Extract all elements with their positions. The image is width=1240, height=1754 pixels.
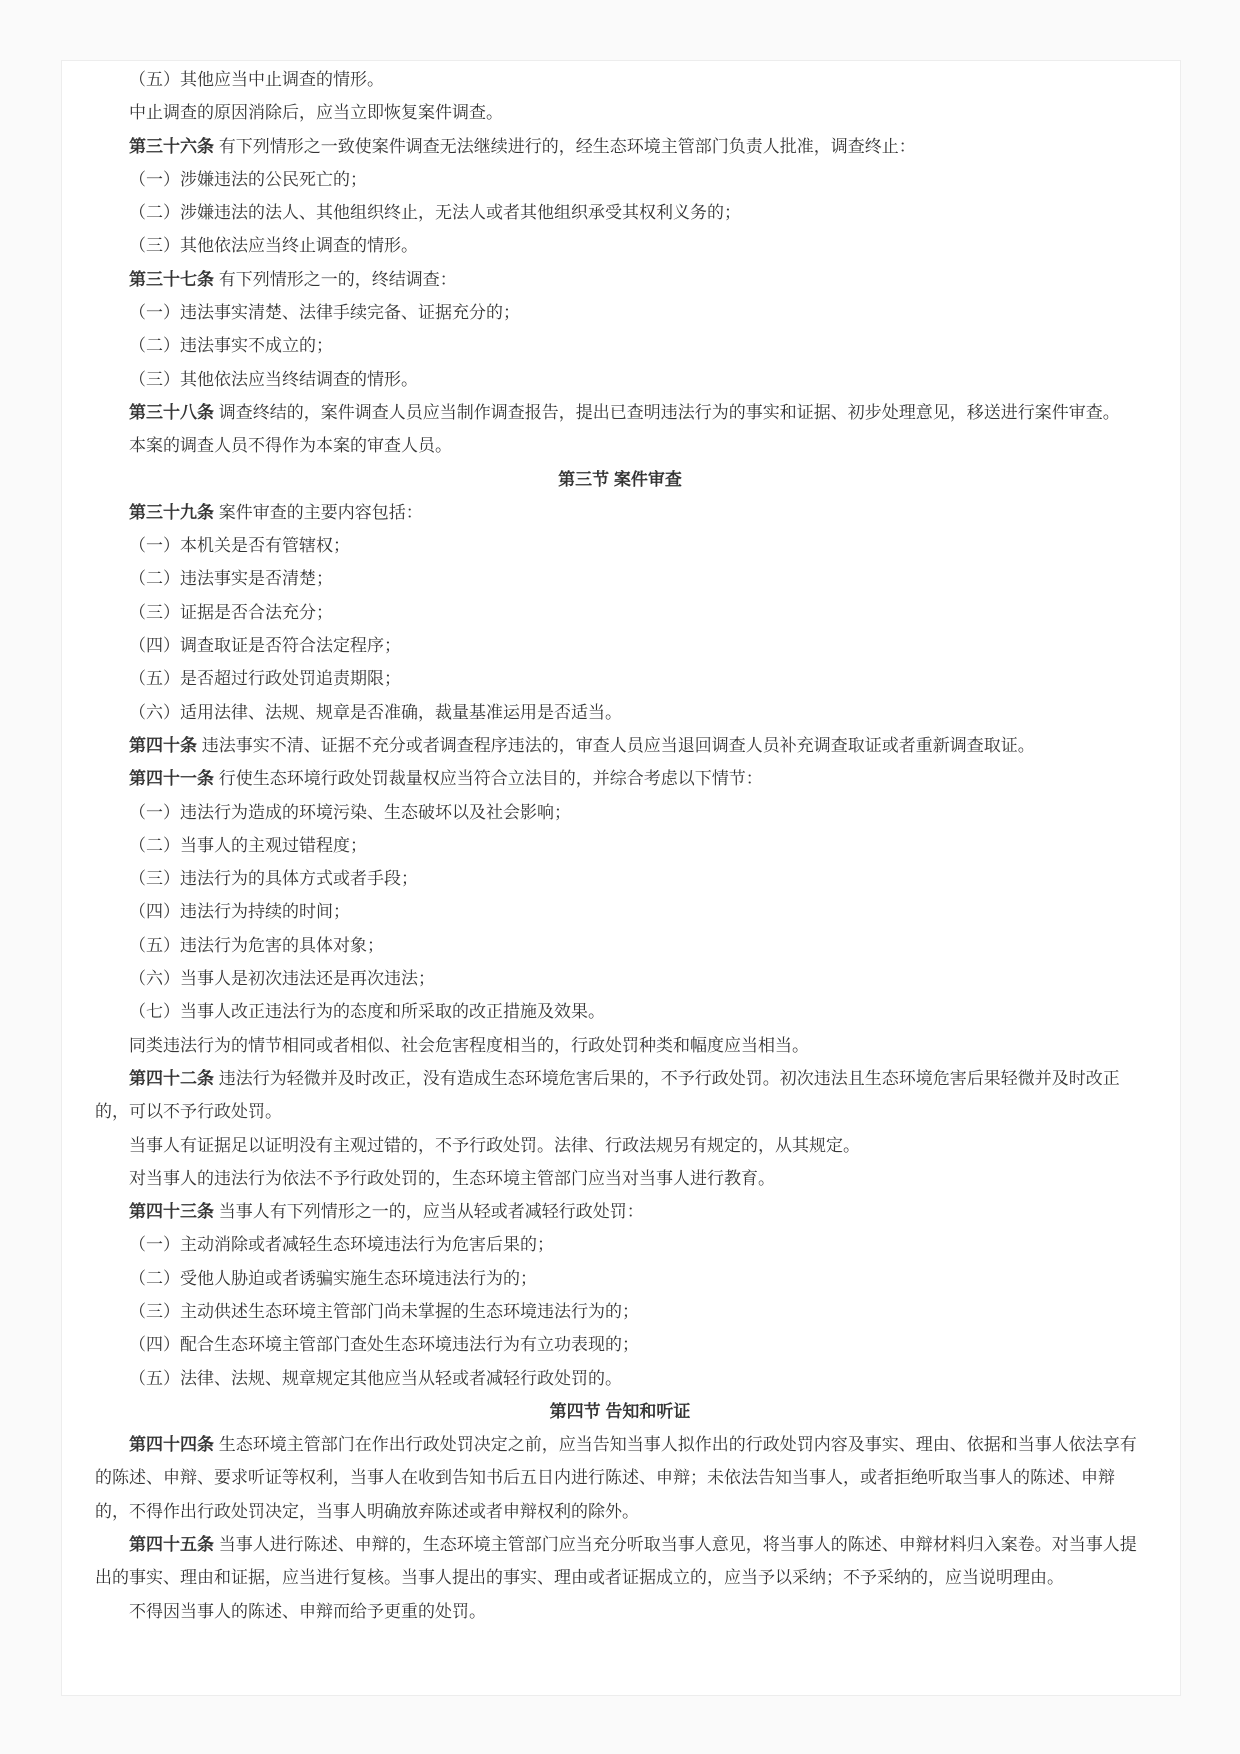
list-item-paragraph: （五）其他应当中止调查的情形。 (129, 70, 384, 89)
body-paragraph: 同类违法行为的情节相同或者相似、社会危害程度相当的，行政处罚种类和幅度应当相当。 (129, 1035, 809, 1055)
article-paragraph: 第四十条 违法事实不清、证据不充分或者调查程序违法的，审查人员应当退回调查人员补充调查取证或者重新调查取证。 (129, 735, 1035, 755)
list-item-paragraph: （三）违法行为的具体方式或者手段； (129, 869, 418, 889)
list-item-paragraph: （二）受他人胁迫或者诱骗实施生态环境违法行为的； (129, 1268, 537, 1288)
article-paragraph: 第四十五条 当事人进行陈述、申辩的，生态环境主管部门应当充分听取当事人意见，将当事人的陈述、申辩材料归入案卷。对当事人提出的事实、理由和证据，应当进行复核。当事人提出的事实、理由或者证据成立的，应当予以采纳；不予采纳的，应当说明理由。 (95, 1535, 1137, 1588)
body-paragraph: 当事人有证据足以证明没有主观过错的，不予行政处罚。法律、行政法规另有规定的，从其规定。 (129, 1135, 860, 1155)
list-item-paragraph: （五）是否超过行政处罚追责期限； (129, 669, 401, 689)
article-paragraph: 第三十八条 调查终结的，案件调查人员应当制作调查报告，提出已查明违法行为的事实和证据、初步处理意见，移送进行案件审查。 (129, 402, 1120, 422)
list-item-paragraph: （七）当事人改正违法行为的态度和所采取的改正措施及效果。 (129, 1002, 605, 1022)
article-number: 第三十八条 (129, 402, 214, 422)
article-number: 第四十三条 (129, 1202, 214, 1222)
list-item-paragraph: （二）违法事实不成立的； (129, 336, 333, 356)
list-item-paragraph: （一）违法行为造成的环境污染、生态破坏以及社会影响； (129, 802, 571, 822)
article-paragraph: 第四十三条 当事人有下列情形之一的，应当从轻或者减轻行政处罚： (129, 1202, 644, 1222)
list-item-paragraph: （二）违法事实是否清楚； (129, 569, 333, 589)
article-number: 第四十一条 (129, 769, 214, 789)
article-number: 第三十九条 (129, 502, 214, 522)
list-item-paragraph: （六）适用法律、法规、规章是否准确，裁量基准运用是否适当。 (129, 702, 622, 722)
list-item-paragraph: （一）主动消除或者减轻生态环境违法行为危害后果的； (129, 1235, 554, 1255)
article-number: 第四十二条 (129, 1068, 214, 1088)
body-paragraph: 对当事人的违法行为依法不予行政处罚的，生态环境主管部门应当对当事人进行教育。 (129, 1168, 775, 1188)
list-item-paragraph: （二）当事人的主观过错程度； (129, 835, 367, 855)
list-item-paragraph: （三）其他依法应当终结调查的情形。 (129, 369, 418, 389)
article-number: 第四十五条 (129, 1535, 214, 1555)
list-item-paragraph: （二）涉嫌违法的法人、其他组织终止，无法人或者其他组织承受其权利义务的； (129, 203, 741, 223)
list-item-paragraph: （六）当事人是初次违法还是再次违法； (129, 969, 435, 989)
article-number: 第四十四条 (129, 1435, 214, 1455)
body-paragraph: 本案的调查人员不得作为本案的审查人员。 (129, 436, 452, 456)
article-number: 第三十六条 (129, 136, 214, 156)
document-content (95, 63, 1145, 1628)
list-item-paragraph: （一）违法事实清楚、法律手续完备、证据充分的； (129, 303, 520, 323)
section-heading: 第三节 案件审查 (558, 469, 682, 489)
list-item-paragraph: （一）涉嫌违法的公民死亡的； (129, 169, 367, 189)
body-paragraph: 不得因当事人的陈述、申辩而给予更重的处罚。 (129, 1601, 486, 1621)
article-paragraph: 第四十四条 生态环境主管部门在作出行政处罚决定之前，应当告知当事人拟作出的行政处罚内容及事实、理由、依据和当事人依法享有的陈述、申辩、要求听证等权利，当事人在收到告知书后五日内进行陈述、申辩；未依法告知当事人，或者拒绝听取当事人的陈述、申辩的，不得作出行政处罚决定，当事人明确放弃陈述或者申辩权利的除外。 (95, 1435, 1137, 1521)
article-paragraph: 第三十九条 案件审查的主要内容包括： (129, 502, 423, 522)
list-item-paragraph: （五）违法行为危害的具体对象； (129, 935, 384, 955)
article-paragraph: 第四十二条 违法行为轻微并及时改正，没有造成生态环境危害后果的，不予行政处罚。初次违法且生态环境危害后果轻微并及时改正的，可以不予行政处罚。 (95, 1068, 1120, 1122)
list-item-paragraph: （五）法律、法规、规章规定其他应当从轻或者减轻行政处罚的。 (129, 1368, 622, 1388)
list-item-paragraph: （四）调查取证是否符合法定程序； (129, 636, 401, 656)
list-item-paragraph: （三）证据是否合法充分； (129, 602, 333, 622)
list-item-paragraph: （三）主动供述生态环境主管部门尚未掌握的生态环境违法行为的； (129, 1301, 639, 1321)
list-item-paragraph: （四）配合生态环境主管部门查处生态环境违法行为有立功表现的； (129, 1335, 639, 1355)
body-paragraph: 中止调查的原因消除后，应当立即恢复案件调查。 (129, 103, 503, 123)
list-item-paragraph: （一）本机关是否有管辖权； (129, 536, 350, 556)
article-number: 第三十七条 (129, 269, 214, 289)
document-page (61, 60, 1181, 1696)
article-paragraph: 第三十六条 有下列情形之一致使案件调查无法继续进行的，经生态环境主管部门负责人批准，调查终止： (129, 136, 916, 156)
article-number: 第四十条 (129, 735, 197, 755)
article-paragraph: 第三十七条 有下列情形之一的，终结调查： (129, 269, 457, 289)
article-paragraph: 第四十一条 行使生态环境行政处罚裁量权应当符合立法目的，并综合考虑以下情节： (129, 769, 763, 789)
section-heading: 第四节 告知和听证 (549, 1401, 691, 1421)
list-item-paragraph: （四）违法行为持续的时间； (129, 902, 350, 922)
list-item-paragraph: （三）其他依法应当终止调查的情形。 (129, 236, 418, 256)
